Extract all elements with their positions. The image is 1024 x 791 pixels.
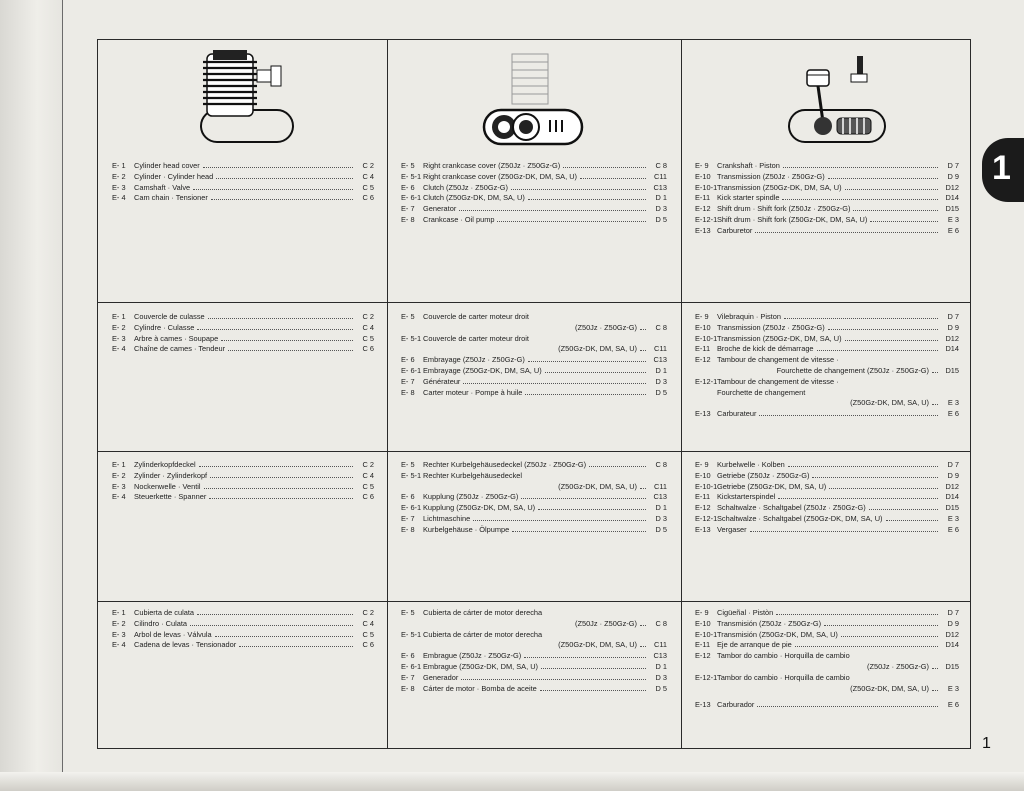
list-item: E- 2 Cilindro · Culata C 4 [112, 618, 374, 628]
list-item: E- 6 Embrayage (Z50Jz · Z50Gz-G) C13 [401, 355, 667, 365]
row-divider [98, 601, 970, 602]
list-item: E- 2 Cylindre · Culasse C 4 [112, 322, 374, 332]
list-item: E- 8 Kurbelgehäuse · Ölpumpe D 5 [401, 524, 667, 534]
french-col3 [695, 312, 959, 420]
german-col2 [401, 460, 667, 536]
french-col2 [401, 312, 667, 398]
list-item: E- 8 Cárter de motor · Bomba de aceite D 5 [401, 683, 667, 693]
list-item: E-11 Eje de arranque de pie D14 [695, 640, 959, 650]
list-item: E- 7 Generador D 3 [401, 672, 667, 682]
list-item: E- 1 Zylinderkopfdeckel C 2 [112, 460, 374, 469]
list-item: E- 6-1 Embrague (Z50Gz-DK, DM, SA, U) D 1 [401, 661, 667, 671]
list-item-continuation: (Z50Gz-DK, DM, SA, U) C11 [558, 481, 667, 491]
list-item: E- 5 Cubierta de cárter de motor derecha [401, 608, 543, 617]
german-col3 [695, 460, 959, 536]
binding-edge [62, 0, 63, 791]
crankcase-cover-illustration-icon [478, 48, 588, 148]
english-col2 [401, 161, 667, 226]
list-item-continuation: (Z50Gz-DK, DM, SA, U) C11 [558, 344, 667, 354]
cylinder-head-illustration-icon [193, 48, 303, 148]
list-item: E-10-1 Transmisión (Z50Gz-DK, DM, SA, U) D12 [695, 629, 959, 639]
page-number: 1 [982, 735, 991, 752]
list-item: E-12-1 Schaltwalze · Schaltgabel (Z50Gz-DK, DM, SA, U) E 3 [695, 513, 959, 523]
contents-grid [97, 39, 971, 749]
list-item: E-12-1 Tambor do cambio · Horquilla de cambio [695, 672, 850, 682]
column-divider [387, 40, 388, 748]
list-item: E-10 Transmisión (Z50Jz · Z50Gz-G) D 9 [695, 618, 959, 628]
list-item-continuation: (Z50Gz-DK, DM, SA, U) C11 [558, 640, 667, 650]
list-item: E-12 Schaltwalze · Schaltgabel (Z50Jz · Z50Gz-G) D15 [695, 503, 959, 513]
list-item: E-12 Tambor do cambio · Horquilla de cambio [695, 651, 850, 661]
list-item-continuation: (Z50Gz-DK, DM, SA, U) E 3 [850, 398, 959, 408]
list-item: E- 4 Steuerkette · Spanner C 6 [112, 492, 374, 502]
list-item: E-12-1 Tambour de changement de vitesse · [695, 376, 839, 386]
list-item: E-11 Kickstarterspindel D14 [695, 492, 959, 502]
spanish-col1 [112, 608, 374, 651]
list-item: E-12 Shift drum · Shift fork (Z50Jz · Z50Gz-G) D15 [695, 204, 959, 214]
list-item: E- 2 Cylinder · Cylinder head C 4 [112, 171, 374, 181]
list-item: E-13 Vergaser E 6 [695, 524, 959, 534]
section-tab [982, 138, 1024, 202]
list-item: E- 4 Cadena de levas · Tensionador C 6 [112, 640, 374, 650]
page-bottom-edge [0, 772, 1024, 791]
book-binding [0, 0, 62, 791]
list-item: E- 6 Clutch (Z50Jz · Z50Gz-G) C13 [401, 182, 667, 192]
list-item: E- 3 Nockenwelle · Ventil C 5 [112, 481, 374, 491]
list-item: E- 7 Générateur D 3 [401, 376, 667, 386]
list-item: E- 8 Crankcase · Oil pump D 5 [401, 214, 667, 224]
list-item: E- 6 Embrague (Z50Jz · Z50Gz-G) C13 [401, 651, 667, 661]
list-item: E- 5-1 Rechter Kurbelgehäusedeckel [401, 470, 523, 480]
list-item: E- 5 Couvercle de carter moteur droit [401, 312, 529, 321]
list-item: E- 9 Vilebraquin · Piston D 7 [695, 312, 959, 321]
english-col1 [112, 161, 374, 204]
english-col3 [695, 161, 959, 237]
list-item: E- 5 Right crankcase cover (Z50Jz · Z50Gz-G) C 8 [401, 161, 667, 170]
list-item-continuation: Fourchette de changement [717, 387, 806, 397]
row-divider [98, 302, 970, 303]
list-item-continuation: (Z50Jz · Z50Gz-G) D15 [866, 661, 959, 671]
list-item: E-13 Carburador E 6 [695, 700, 959, 710]
list-item: E-12 Tambour de changement de vitesse · [695, 355, 839, 365]
list-item: E- 6-1 Kupplung (Z50Gz-DK, DM, SA, U) D 1 [401, 503, 667, 513]
list-item-continuation: Fourchette de changement (Z50Jz · Z50Gz-G) D15 [776, 365, 959, 375]
list-item-continuation: (Z50Jz · Z50Gz-G) C 8 [574, 322, 667, 332]
list-item: E- 2 Zylinder · Zylinderkopf C 4 [112, 470, 374, 480]
list-item: E-11 Broche de kick de démarrage D14 [695, 344, 959, 354]
list-item: E- 5 Rechter Kurbelgehäusedeckel (Z50Jz · Z50Gz-G) C 8 [401, 460, 667, 469]
list-item: E-10 Transmission (Z50Jz · Z50Gz-G) D 9 [695, 171, 959, 181]
list-item: E- 3 Camshaft · Valve C 5 [112, 182, 374, 192]
list-item: E- 6-1 Embrayage (Z50Gz-DK, DM, SA, U) D 1 [401, 365, 667, 375]
list-item: E-13 Carburetor E 6 [695, 225, 959, 235]
list-item: E- 3 Arbre à cames · Soupape C 5 [112, 333, 374, 343]
list-item-continuation: (Z50Gz-DK, DM, SA, U) E 3 [850, 683, 959, 693]
list-item: E- 5-1 Cubierta de cárter de motor derecha [401, 629, 543, 639]
spanish-col3 [695, 608, 959, 711]
list-item: E- 3 Arbol de levas · Válvula C 5 [112, 629, 374, 639]
list-item: E-11 Kick starter spindle D14 [695, 193, 959, 203]
german-col1 [112, 460, 374, 503]
crankshaft-piston-illustration-icon [783, 48, 893, 148]
list-item: E- 1 Cubierta de culata C 2 [112, 608, 374, 617]
list-item: E-10 Getriebe (Z50Jz · Z50Gz-G) D 9 [695, 470, 959, 480]
list-item: E-10-1 Transmission (Z50Gz-DK, DM, SA, U) D12 [695, 182, 959, 192]
spanish-col2 [401, 608, 667, 694]
list-item: E- 7 Generator D 3 [401, 204, 667, 214]
list-item: E-10 Transmission (Z50Jz · Z50Gz-G) D 9 [695, 322, 959, 332]
list-item: E- 4 Cam chain · Tensioner C 6 [112, 193, 374, 203]
list-item: E-10-1 Getriebe (Z50Gz-DK, DM, SA, U) D12 [695, 481, 959, 491]
list-item-continuation: (Z50Jz · Z50Gz-G) C 8 [574, 618, 667, 628]
french-col1 [112, 312, 374, 355]
list-item: E- 8 Carter moteur · Pompe à huile D 5 [401, 387, 667, 397]
list-item: E- 1 Cylinder head cover C 2 [112, 161, 374, 170]
list-item: E- 9 Cigüeñal · Pistòn D 7 [695, 608, 959, 617]
list-item: E- 4 Chaîne de cames · Tendeur C 6 [112, 344, 374, 354]
section-tab-number: 1 [992, 149, 1011, 187]
list-item: E- 6 Kupplung (Z50Jz · Z50Gz-G) C13 [401, 492, 667, 502]
list-item: E- 9 Crankshaft · Piston D 7 [695, 161, 959, 170]
list-item: E-10-1 Transmission (Z50Gz-DK, DM, SA, U) D12 [695, 333, 959, 343]
list-item: E-13 Carburateur E 6 [695, 409, 959, 419]
list-item: E- 9 Kurbelwelle · Kolben D 7 [695, 460, 959, 469]
list-item: E-12-1 Shift drum · Shift fork (Z50Gz-DK, DM, SA, U) E 3 [695, 214, 959, 224]
row-divider [98, 451, 970, 452]
list-item: E- 5-1 Right crankcase cover (Z50Gz-DK, DM, SA, U) C11 [401, 171, 667, 181]
list-item: E- 7 Lichtmaschine D 3 [401, 513, 667, 523]
list-item: E- 6-1 Clutch (Z50Gz-DK, DM, SA, U) D 1 [401, 193, 667, 203]
column-divider [681, 40, 682, 748]
list-item: E- 5-1 Couvercle de carter moteur droit [401, 333, 529, 343]
list-item: E- 1 Couvercle de culasse C 2 [112, 312, 374, 321]
